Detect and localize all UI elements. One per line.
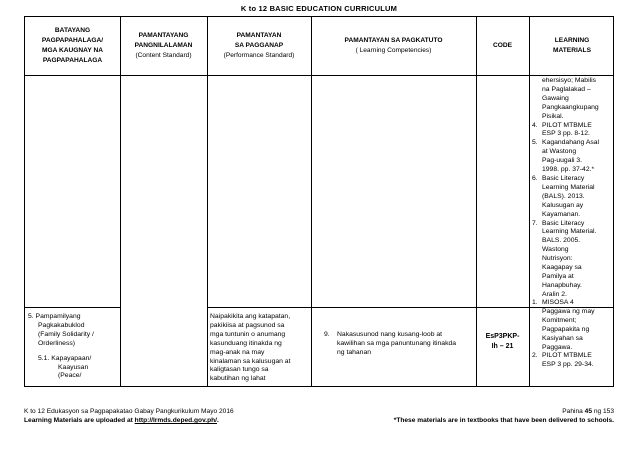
header-learning-competencies: PAMANTAYAN SA PAGKATUTO ( Learning Competencies) (344, 37, 443, 54)
footer-right (394, 407, 614, 425)
material-item: 6. Basic Literacy Learning Material (BALS). 2013. Kalusugan ay Kayamanan. (532, 174, 595, 218)
lrmds-link[interactable]: http://lrmds.deped.gov.ph/ (134, 417, 217, 424)
textbook-note: *These materials are in textbooks that have been delivered to schools. (393, 417, 614, 424)
header-code: CODE (492, 42, 513, 49)
material-item: 5. Kagandahang Asal at Wastong Pag-uugali 3. 1998. pp. 37-42.* (532, 139, 600, 174)
material-item: ehersisyo; Mabilis na Paglalakad – Gawaing Pangkaangkupang Pisikal. (542, 77, 599, 120)
material-item: 2. PILOT MTBMLE ESP 3 pp. 29-34. (532, 352, 594, 369)
document-title: K to 12 BASIC EDUCATION CURRICULUM (240, 4, 398, 13)
page-number: Pahina 45 ng 153 (562, 408, 614, 415)
row2-performance-standard: Naipakikita ang katapatan, pakikiisa at pagsunod sa mga tuntunin o anumang kasunduang itinakda ng mag-anak na may kinalaman sa kalusugan at kaligtasan tungo sa kabutihan ng lahat (210, 313, 291, 383)
header-content-standard: PAMANTAYANG PANGNILALAMAN (Content Standard) (134, 32, 193, 59)
row2-learning-competency: 9. Nakasusunod nang kusang-loob at kawilihan sa mga panuntunang itinakda ng tahanan (324, 331, 457, 356)
row2-core-value: 5. Pampamilyang Pagkakabuklod (Family Solidarity / Orderliness) 5.1. Kapayapaan/ Kaayusan (Peace/ (28, 313, 94, 380)
header-divider (25, 75, 613, 76)
footer-upload-note: Learning Materials are uploaded at http://lrmds.deped.gov.ph/. (24, 417, 219, 424)
header-performance-standard: PAMANTAYAN SA PAGGANAP (Performance Standard) (223, 32, 295, 59)
footer-guide-title: K to 12 Edukasyon sa Pagpapakatao Gabay Pangkurikulum Mayo 2016 (24, 408, 234, 415)
material-item: 1. MISOSA 4 Paggawa ng may Komitment; Pagpapakita ng Kasiyahan sa Paggawa. (532, 299, 595, 351)
curriculum-table (24, 16, 614, 387)
header-learning-materials: LEARNING MATERIALS (553, 37, 591, 54)
material-item: 4. PILOT MTBMLE ESP 3 pp. 8-12. (532, 121, 592, 138)
material-item: 7. Basic Literacy Learning Material. BALS. 2005. Wastong Nutrisyon: Kaagapay sa Pamilya at Hanapbuhay. Aralin 2. (532, 219, 597, 298)
row1-materials (532, 77, 614, 300)
row2-materials (532, 299, 614, 370)
header-core-values: BATAYANG PAGPAPAHALAGA/ MGA KAUGNAY NA PAGPAPAHALAGA (41, 27, 104, 64)
row-divider (25, 307, 120, 308)
footer-left (24, 407, 234, 425)
row2-code: EsP3PKP- Ih – 21 (485, 333, 520, 350)
